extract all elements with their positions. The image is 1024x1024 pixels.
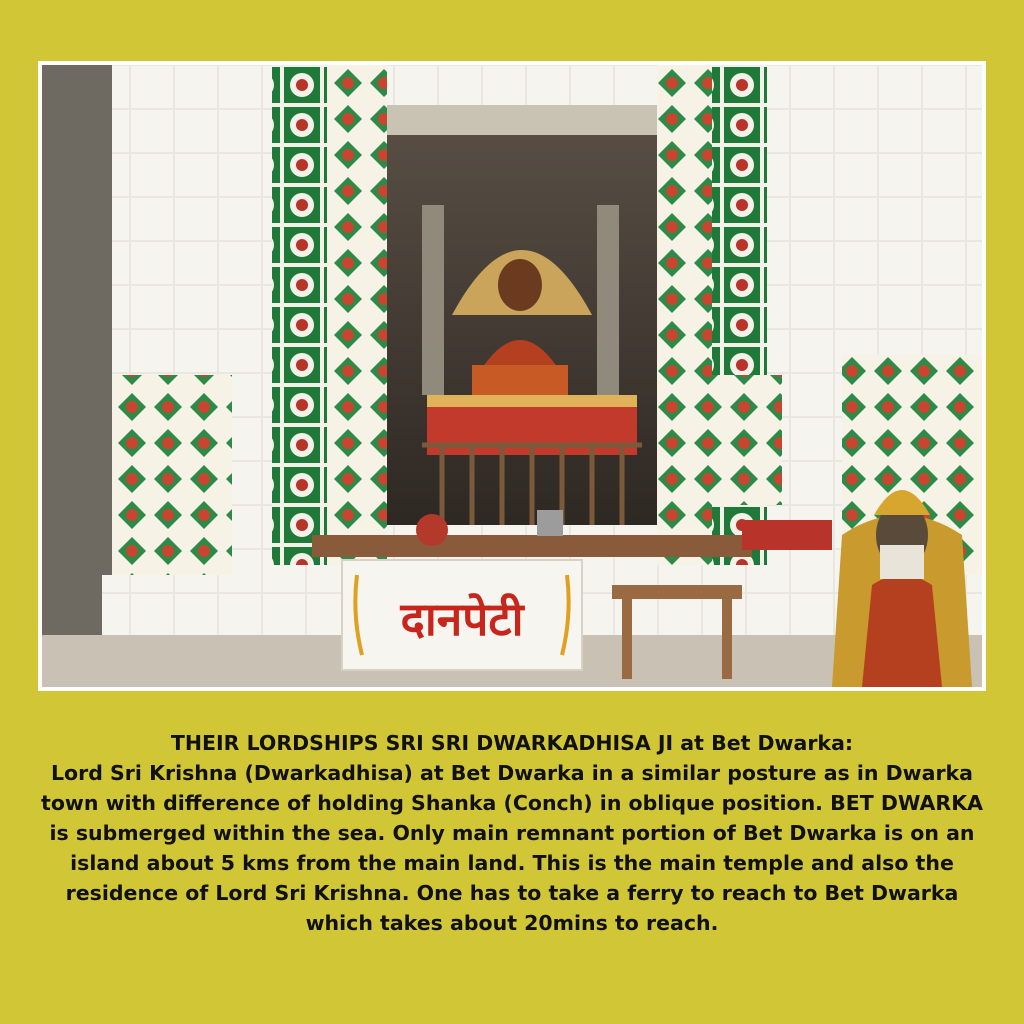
temple-interior-scene: [42, 65, 982, 687]
temple-photo: [38, 61, 986, 691]
caption-body: Lord Sri Krishna (Dwarkadhisa) at Bet Dwarka in a similar posture as in Dwarka town with difference of holding Shanka (Conch) in oblique position. BET DWARKA is submerged within the sea. Only main remnant portion of Bet Dwarka is on an island about 5 kms from the main land. This is the main temple and also the residence of Lord Sri Krishna. One has to take a ferry to reach to Bet Dwarka which takes about 20mins to reach.: [41, 761, 983, 935]
donation-box-label: दानपेटी: [400, 592, 524, 646]
caption-title: THEIR LORDSHIPS SRI SRI DWARKADHISA JI at Bet Dwarka:: [170, 731, 854, 755]
caption: [30, 728, 994, 938]
temple-illustration: [42, 65, 982, 687]
